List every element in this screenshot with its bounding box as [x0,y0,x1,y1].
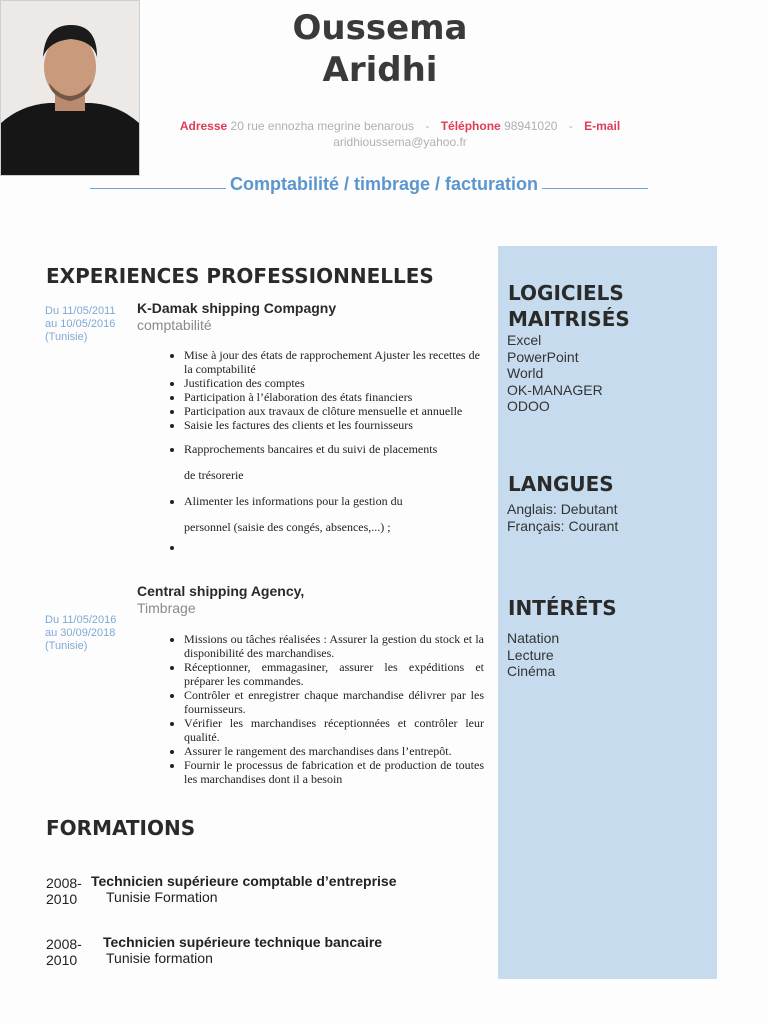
list-item: PowerPoint [507,348,579,365]
list-item: OK-MANAGER [507,381,603,398]
list-item: • Participation à l’élaboration des états financiers [184,390,484,404]
job1-date-to: au 10/05/2016 [45,318,116,330]
last-name: Aridhi [322,50,438,90]
list-item: de trésorerie [184,468,244,482]
formation1-year-start: 2008- [46,875,82,891]
languages-heading: LANGUES [508,472,614,496]
list-item: • Justification des comptes [184,376,484,390]
formation1-degree: Technicien supérieure comptable d’entreprise [91,873,397,889]
job2-dates [45,614,116,653]
person-portrait-icon [1,1,139,175]
list-item: Cinéma [507,663,556,679]
interests-heading: INTÉRÊTS [508,596,617,620]
list-item: • Rapprochements bancaires et du suivi de placements [184,442,484,456]
formation1-school: Tunisie Formation [106,889,218,905]
list-item: • Mise à jour des états de rapprochement Ajuster les recettes de la comptabilité [184,348,484,376]
software-heading-line2: MAITRISÉS [508,307,630,331]
email-label: E-mail [584,119,621,133]
contact-separator: - [425,119,430,133]
job2-task-list [160,632,484,786]
software-heading-line1: LOGICIELS [508,281,624,305]
formations-heading: FORMATIONS [46,816,196,840]
job2-role: Timbrage [137,600,196,616]
contact-separator: - [568,119,573,133]
email-value: aridhioussema@yahoo.fr [333,135,467,149]
list-item: • Réceptionner, emmagasiner, assurer les expéditions et préparer les commandes. [184,660,484,688]
software-list [507,332,603,415]
list-item: • Missions ou tâches réalisées : Assurer la gestion du stock et la disponibilité des marchandises. [184,632,484,660]
job1-dates [45,305,116,344]
list-item: • Fournir le processus de fabrication et de production de toutes les marchandises dont il a besoin [184,758,484,786]
contact-info [140,118,660,150]
list-item: personnel (saisie des congés, absences,...) ; [184,520,391,534]
formation2-degree: Technicien supérieure technique bancaire [103,934,383,950]
formation2-year-start: 2008- [46,936,82,952]
job2-country: (Tunisie) [45,640,88,652]
formation2-school: Tunisie formation [106,950,213,966]
job1-task-list [160,348,484,554]
address-value: 20 rue ennozha megrine benarous [230,119,415,133]
software-heading [508,280,630,332]
job1-role: comptabilité [137,317,212,333]
job1-company: K-Damak shipping Compagny [137,300,337,316]
job2-company: Central shipping Agency, [137,583,305,599]
first-name: Oussema [292,8,468,48]
list-item: Français: Courant [507,517,619,534]
job-subtitle [0,174,768,195]
list-item [184,540,484,554]
languages-list [507,501,618,534]
list-item: • Participation aux travaux de clôture mensuelle et annuelle [184,404,484,418]
list-item: Anglais: Debutant [507,501,618,517]
list-item: • Vérifier les marchandises réceptionnées et contrôler leur qualité. [184,716,484,744]
phone-label: Téléphone [440,119,501,133]
job1-country: (Tunisie) [45,331,88,343]
list-item: • Contrôler et enregistrer chaque marchandise délivrer par les fournisseurs. [184,688,484,716]
list-item: World [507,365,544,381]
formation1-year-end: 2010 [46,891,78,907]
phone-value: 98941020 [504,119,558,133]
address-label: Adresse [179,119,228,133]
job2-date-from: Du 11/05/2016 [45,614,117,626]
list-item: Natation [507,630,560,646]
job1-date-from: Du 11/05/2011 [45,305,116,317]
list-item: Lecture [507,646,554,663]
job2-date-to: au 30/09/2018 [45,627,116,639]
list-item: • Assurer le rangement des marchandises dans l’entrepôt. [184,744,484,758]
formation1-years [46,875,82,907]
list-item: Excel [507,332,542,348]
interests-list [507,630,559,680]
list-item: • Saisie les factures des clients et les fournisseurs [184,418,484,432]
experience-heading: EXPERIENCES PROFESSIONNELLES [46,264,434,288]
profile-photo [0,0,140,176]
list-item: • Alimenter les informations pour la gestion du [184,494,484,508]
formation2-year-end: 2010 [46,952,78,968]
list-item: ODOO [507,398,550,414]
job-subtitle-text: Comptabilité / timbrage / facturation [226,174,542,194]
formation2-years [46,936,82,968]
